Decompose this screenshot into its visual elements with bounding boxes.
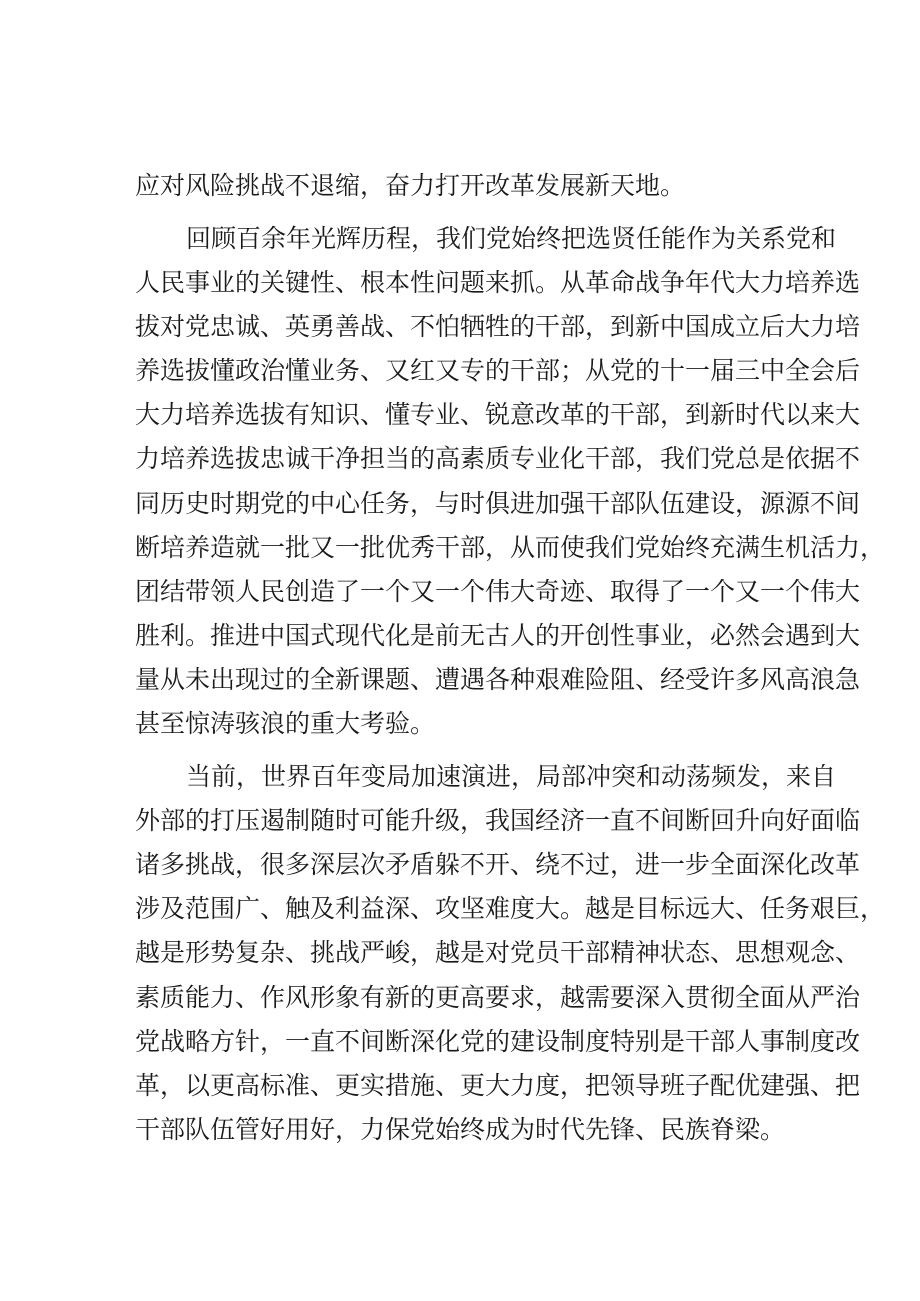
text-line: 干部队伍管好用好，力保党始终成为时代先锋、民族脊梁。 — [135, 1115, 786, 1144]
text-line: 党战略方针，一直不间断深化党的建设制度特别是干部人事制度改 — [135, 1027, 861, 1056]
text-line: 同历史时期党的中心任务，与时俱进加强干部队伍建设，源源不间 — [135, 489, 861, 518]
text-line: 诸多挑战，很多深层次矛盾躲不开、绕不过，进一步全面深化改革 — [135, 850, 861, 879]
text-line: 大力培养选拔有知识、懂专业、锐意改革的干部，到新时代以来大 — [135, 400, 861, 429]
text-line: 涉及范围广、触及利益深、攻坚难度大。越是目标远大、任务艰巨， — [135, 894, 886, 923]
text-line: 量从未出现过的全新课题、遭遇各种艰难险阻、经受许多风高浪急 — [135, 665, 861, 694]
text-line: 甚至惊涛骇浪的重大考验。 — [135, 709, 436, 738]
text-line: 应对风险挑战不退缩，奋力打开改革发展新天地。 — [135, 171, 686, 200]
text-line: 拔对党忠诚、英勇善战、不怕牺牲的干部，到新中国成立后大力培 — [135, 312, 861, 341]
text-line: 断培养造就一批又一批优秀干部，从而使我们党始终充满生机活力， — [135, 533, 886, 562]
text-line: 当前，世界百年变局加速演进，局部冲突和动荡频发，来自 — [186, 762, 837, 791]
text-line: 养选拔懂政治懂业务、又红又专的干部；从党的十一届三中全会后 — [135, 356, 861, 385]
text-line: 团结带领人民创造了一个又一个伟大奇迹、取得了一个又一个伟大 — [135, 577, 861, 606]
text-line: 力培养选拔忠诚干净担当的高素质专业化干部，我们党总是依据不 — [135, 444, 861, 473]
text-line: 回顾百余年光辉历程，我们党始终把选贤任能作为关系党和 — [186, 224, 837, 253]
text-line: 外部的打压遏制随时可能升级，我国经济一直不间断回升向好面临 — [135, 806, 861, 835]
text-line: 人民事业的关键性、根本性问题来抓。从革命战争年代大力培养选 — [135, 268, 861, 297]
text-line: 素质能力、作风形象有新的更高要求，越需要深入贯彻全面从严治 — [135, 983, 861, 1012]
text-line: 革，以更高标准、更实措施、更大力度，把领导班子配优建强、把 — [135, 1071, 861, 1100]
text-line: 胜利。推进中国式现代化是前无古人的开创性事业，必然会遇到大 — [135, 621, 861, 650]
text-line: 越是形势复杂、挑战严峻，越是对党员干部精神状态、思想观念、 — [135, 938, 861, 967]
